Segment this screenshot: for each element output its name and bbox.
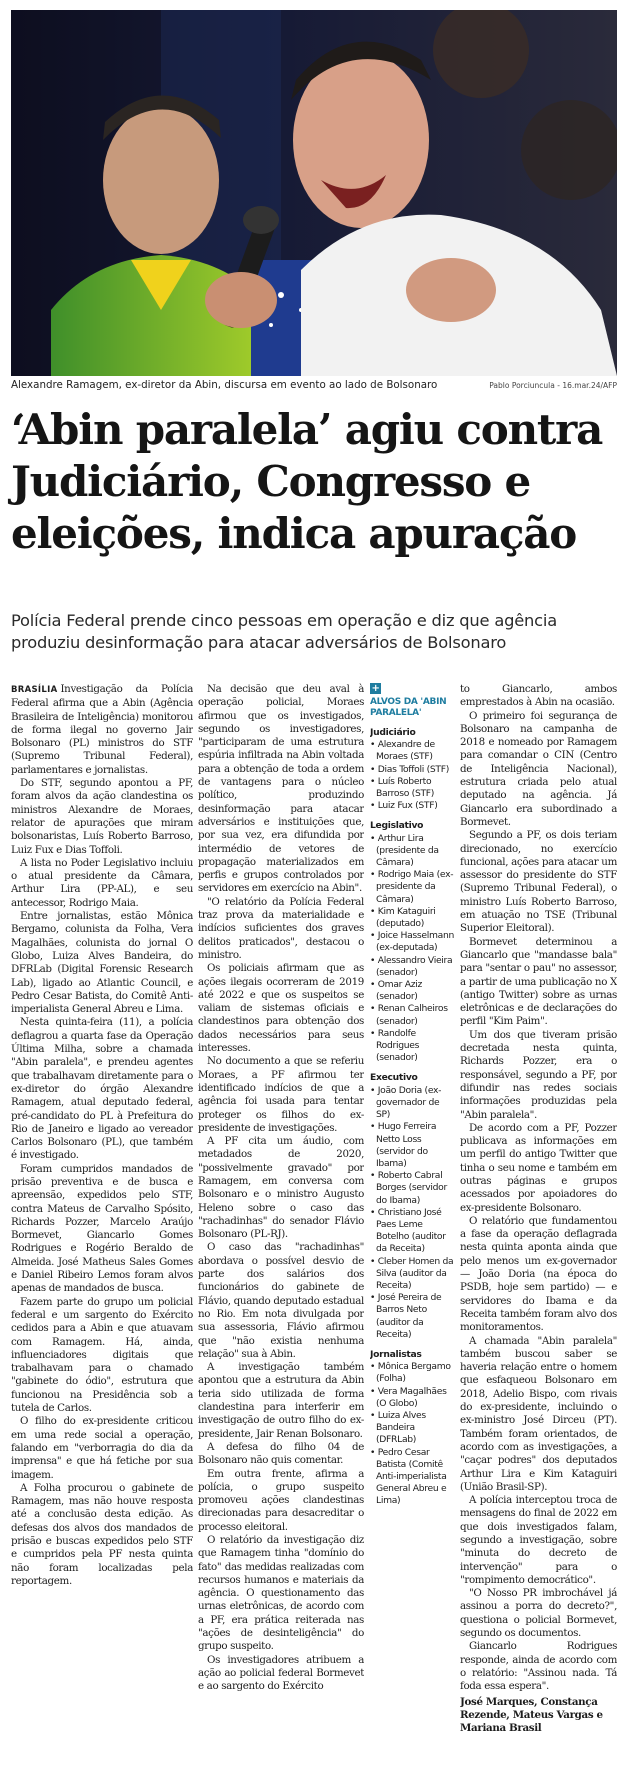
article-paragraph: De acordo com a PF, Pozzer publicava as informações em um perfil do antigo Twitter que tinha o seu nome e também em outras páginas e grupos acessados por apoiadores do ex-presidente Bolsonaro. xyxy=(460,1121,617,1214)
plus-icon: + xyxy=(371,683,380,694)
list-item: • José Pereira de Barros Neto (auditor da Receita) xyxy=(370,1292,442,1340)
photo-caption-row xyxy=(11,379,617,395)
article-body xyxy=(11,683,617,1778)
list-item: • Roberto Cabral Borges (servidor do Ibama) xyxy=(370,1170,447,1206)
article-paragraph: Nesta quinta-feira (11), a polícia deflagrou a quarta fase da Operação Última Milha, sobre a chamada "Abin paralela", e prendeu agentes que trabalhavam diretamente para o ex-diretor do órgão Alexandre Ramagem, atual deputado federal, pré-candidato do PL à Prefeitura do Rio de Janeiro e ligado ao vereador Carlos Bolsonaro (PL), que também é investigado. xyxy=(11,1016,193,1162)
list-item: • Arthur Lira (presidente da Câmara) xyxy=(370,832,439,869)
list-item: • Alessandro Vieira (senador) xyxy=(370,954,453,978)
list-item: • Randolfe Rodrigues (senador) xyxy=(370,1027,420,1064)
sidebar-group-title: Jornalistas xyxy=(370,1348,422,1360)
dateline: BRASÍLIA xyxy=(11,685,58,695)
photo-illustration xyxy=(11,10,617,376)
article-paragraph: O caso das "rachadinhas" abordava o possível desvio de parte dos salários dos funcionários do gabinete de Flávio, quando deputado estadual no Rio. Em nota divulgada por sua assessoria, Flávio afirmou que "não existia nenhuma relação" sua à Abin. xyxy=(198,1241,364,1360)
article-paragraph: Os policiais afirmam que as ações ilegais ocorreram de 2019 até 2022 e que os suspeitos se valiam de sistemas oficiais e clandestinos para obtenção dos dados necessários para seus interesses. xyxy=(198,962,364,1055)
subheadline: Polícia Federal prende cinco pessoas em operação e diz que agência produziu desinformação para atacar adversários de Bolsonaro xyxy=(11,611,558,652)
list-item: • Mônica Bergamo (Folha) xyxy=(370,1361,451,1385)
photo-caption: Alexandre Ramagem, ex-diretor da Abin, discursa em evento ao lado de Bolsonaro xyxy=(11,379,438,391)
article-paragraph: A lista no Poder Legislativo incluiu o atual presidente da Câmara, Arthur Lira (PP-AL), e seu antecessor, Rodrigo Maia. xyxy=(11,856,193,909)
article-column-3 xyxy=(460,683,617,1778)
list-item: • Luís Roberto Barroso (STF) xyxy=(370,775,435,800)
article-paragraph: A polícia interceptou troca de mensagens do final de 2022 em que dois investigados falam, segundo a investigação, sobre "minuta do decreto de intervenção" para o "rompimento democrático". xyxy=(460,1494,617,1586)
sidebar-title: ALVOS DA 'ABIN PARALELA' xyxy=(370,697,447,718)
sidebar-group-title: Legislativo xyxy=(370,820,424,832)
article-paragraph: A PF cita um áudio, com metadados de 2020, "possivelmente gravado" por Ramagem, em conversa com Bolsonaro e o ministro Augusto Heleno sobre o caso das "rachadinhas" do senador Flávio Bolsonaro (PL-RJ). xyxy=(198,1135,364,1241)
article-paragraph: "O relatório da Polícia Federal traz prova da materialidade e indícios suficientes dos graves delitos praticados", destacou o ministro. xyxy=(198,895,364,961)
article-paragraph: A investigação também apontou que a estrutura da Abin teria sido utilizada de forma clandestina para interferir em investigação de outro filho do ex-presidente, Jair Renan Bolsonaro. xyxy=(198,1361,364,1440)
article-paragraph: Segundo a PF, os dois teriam direcionado, no exercício funcional, ações para atacar um assessor do presidente do STF (Supremo Tribunal Federal), o ministro Luís Roberto Barroso, em atuação no TSE (Tribunal Superior Eleitoral). xyxy=(460,829,617,935)
article-column-2 xyxy=(198,683,364,1778)
list-item: • Pedro Cesar Batista (Comitê Anti-imperialista General Abreu e Lima) xyxy=(370,1446,447,1507)
article-paragraph: Entre jornalistas, estão Mônica Bergamo, colunista da Folha, Vera Magalhães, colunista do jornal O Globo, Luiza Alves Bandeira, do DFRLab (Digital Forensic Research Lab), ligado ao Atlantic Council, e Pedro Cesar Batista, do Comitê Anti-imperialista General Abreu e Lima. xyxy=(11,910,193,1016)
article-paragraph: O filho do ex-presidente criticou em uma rede social a operação, falando em "verborragia do dia da imprensa" e que há fetiche por sua imagem. xyxy=(11,1415,193,1481)
targets-sidebar xyxy=(370,683,454,1778)
list-item: • Alexandre de Moraes (STF) xyxy=(370,739,435,763)
photo-credit: Pablo Porciuncula - 16.mar.24/AFP xyxy=(489,381,617,390)
list-item: • Renan Calheiros (senador) xyxy=(370,1003,448,1027)
article-paragraph: Os investigadores atribuem a ação ao policial federal Bormevet e ao sargento do Exército xyxy=(198,1653,364,1693)
article-paragraph: O relatório da investigação diz que Ramagem tinha "domínio do fato" das medidas realizadas com recursos humanos e materiais da agência. O questionamento das urnas eletrônicas, de acordo com a PF, era prática reiterada nas "ações de desinteligência" do grupo suspeito. xyxy=(198,1534,364,1653)
byline: José Marques, Constança Rezende, Mateus Vargas e Mariana Brasil xyxy=(460,1695,603,1735)
sidebar-group-title: Executivo xyxy=(370,1072,418,1084)
article-paragraph: A chamada "Abin paralela" também buscou saber se haveria relação entre o homem que esfaqueou Bolsonaro em 2018, Adelio Bispo, com rivais do ex-presidente, incluindo o ex-ministro José Dirceu (PT). Também foram orientados, de acordo com as investigações, a "caçar podres" dos deputados Arthur Lira e Kim Kataguiri (União Brasil-SP). xyxy=(460,1334,617,1493)
list-item: • João Doria (ex-governador de SP) xyxy=(370,1084,442,1121)
article-paragraph: Foram cumpridos mandados de prisão preventiva e de busca e apreensão, expedidos pelo STF, contra Mateus de Carvalho Spósito, Richards Pozzer, Marcelo Araújo Bormevet, Giancarlo Gomes Rodrigues e Rogério Beraldo de Almeida. José Matheus Sales Gomes e Daniel Ribeiro Lemos foram alvos apenas de mandados de busca. xyxy=(11,1162,193,1295)
article-column-1 xyxy=(11,683,193,1778)
list-item: • Hugo Ferreira Netto Loss (servidor do Ibama) xyxy=(370,1121,437,1169)
article-paragraph: BRASÍLIA Investigação da Polícia Federal afirma que a Abin (Agência Brasileira de Inteligência) monitorou de forma ilegal no governo Jair Bolsonaro (PL) ministros do STF (Supremo Tribunal Federal), parlamentares e jornalistas. xyxy=(11,683,193,776)
article-paragraph: "O Nosso PR imbrochável já assinou a porra do decreto?", questiona o policial Bormevet, segundo os documentos. xyxy=(460,1587,617,1640)
article-paragraph: O relatório que fundamentou a fase da operação deflagrada nesta quinta aponta ainda que pelo menos um ex-governador — João Doria (na época do PSDB, hoje sem partido) — e servidores do Ibama e da Receita também foram alvo dos monitoramentos. xyxy=(460,1214,617,1334)
article-paragraph: Em outra frente, afirma a polícia, o grupo suspeito promoveu ações clandestinas direcionadas para desacreditar o processo eleitoral. xyxy=(198,1467,364,1533)
list-item: • Omar Aziz (senador) xyxy=(370,979,423,1003)
list-item: • Joice Hasselmann (ex-deputada) xyxy=(370,930,454,954)
article-paragraph: to Giancarlo, ambos emprestados à Abin na ocasião. xyxy=(460,683,617,709)
article-paragraph: Fazem parte do grupo um policial federal e um sargento do Exército cedidos para a Abin e que atuavam com Ramagem. Há, ainda, influenciadores digitais que trabalhavam para o chamado "gabinete do ódio", estrutura que funcionou na Presidência sob a tutela de Carlos. xyxy=(11,1295,193,1415)
article-paragraph: Um dos que tiveram prisão decretada nesta quinta, Richards Pozzer, era o responsável, segundo a PF, por difundir nas redes sociais informações produzidas pela "Abin paralela". xyxy=(460,1028,617,1121)
list-item: • Kim Kataguiri (deputado) xyxy=(370,905,436,930)
news-photo xyxy=(11,10,617,376)
sidebar-group-legislativo xyxy=(370,820,454,1064)
list-item: • Luiza Alves Bandeira (DFRLab) xyxy=(370,1409,426,1446)
article-paragraph: No documento a que se referiu Moraes, a PF afirmou ter identificado indícios de que a agência foi usada para tentar proteger os filhos do ex-presidente de investigações. xyxy=(198,1055,364,1134)
article-paragraph: O primeiro foi segurança de Bolsonaro na campanha de 2018 e nomeado por Ramagem para comandar o CIN (Centro de Inteligência Nacional), estrutura criada pelo atual deputado na agência. Já Giancarlo era subordinado a Bormevet. xyxy=(460,709,617,828)
list-item: • Rodrigo Maia (ex-presidente da Câmara) xyxy=(370,869,454,905)
article-paragraph: Do STF, segundo apontou a PF, foram alvos da ação clandestina os ministros Alexandre de Moraes, relator de apurações que miram bolsonaristas, Luís Roberto Barroso, Luiz Fux e Dias Toffoli. xyxy=(11,777,193,856)
headline: ‘Abin paralela’ agiu contra Judiciário, Congresso e eleições, indica apuração xyxy=(11,405,603,558)
list-item: • Vera Magalhães (O Globo) xyxy=(370,1385,447,1409)
sidebar-group-executivo xyxy=(370,1072,454,1340)
article-paragraph: Giancarlo Rodrigues responde, ainda de acordo com o relatório: "Assinou nada. Tá foda essa espera". xyxy=(460,1640,617,1693)
sidebar-group-judiciario xyxy=(370,727,454,812)
list-item: • Dias Toffoli (STF) xyxy=(370,763,449,775)
list-item: • Christiano José Paes Leme Botelho (auditor da Receita) xyxy=(370,1206,446,1255)
sidebar-group-title: Judiciário xyxy=(370,727,416,738)
list-item: • Cleber Homen da Silva (auditor da Receita) xyxy=(370,1255,454,1291)
article-paragraph: Na decisão que deu aval à operação policial, Moraes afirmou que os investigados, segundo os investigadores, "participaram de uma estrutura espúria infiltrada na Abin voltada para a obtenção de toda a ordem de vantagens para o núcleo político, produzindo desinformação para atacar adversários e instituições que, por sua vez, era difundida por intermédio de vetores de propagação materializados em perfis e grupos controlados por servidores em exercício na Abin". xyxy=(198,683,364,895)
sidebar-group-jornalistas xyxy=(370,1349,454,1508)
article-paragraph: Bormevet determinou a Giancarlo que "mandasse bala" para "sentar o pau" no assessor, a partir de uma publicação no X (antigo Twitter) sobre as urnas eletrônicas e de declarações do perfil "Kim Paim". xyxy=(460,935,617,1028)
article-paragraph: A Folha procurou o gabinete de Ramagem, mas não houve resposta até a conclusão desta edição. As defesas dos alvos dos mandados de prisão e buscas expedidos pelo STF e cumpridos pela PF nesta quinta não foram localizadas pela reportagem. xyxy=(11,1481,193,1587)
list-item: • Luiz Fux (STF) xyxy=(370,800,438,812)
article-paragraph: A defesa do filho 04 de Bolsonaro não quis comentar. xyxy=(198,1440,364,1467)
